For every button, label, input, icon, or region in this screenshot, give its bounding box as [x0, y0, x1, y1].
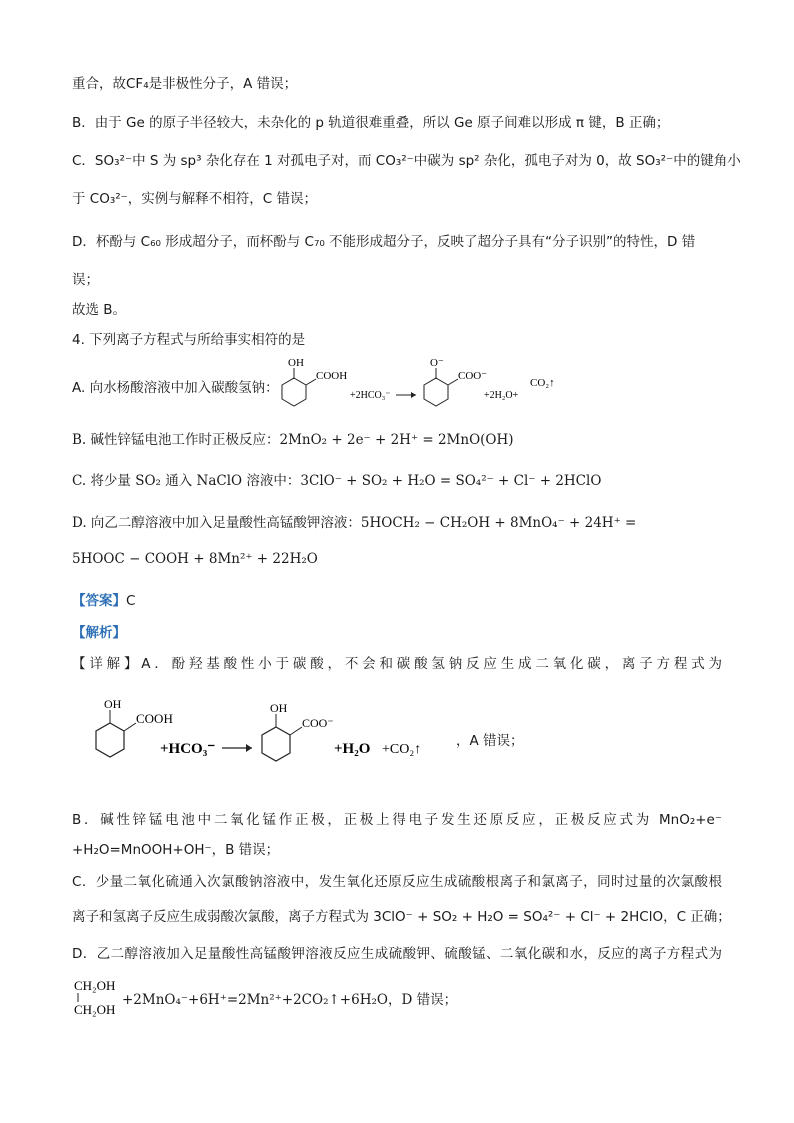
answer-tag: 【答案】 [72, 593, 126, 609]
text-line: C．SO₃²⁻中 S 为 sp³ 杂化存在 1 对孤电子对，而 CO₃²⁻中碳为 sp² 杂化，孤电子对为 0，故 SO₃²⁻中的键角小 [72, 153, 741, 169]
det-struct-co2: +CO₂↑ [382, 742, 422, 757]
detail-b-line1: B．碱性锌锰电池中二氧化锰作正极，正极上得电子发生还原反应，正极反应式为 MnO₂+e⁻ [72, 812, 722, 828]
option-d-line2: 5HOOC − COOH + 8Mn²⁺ + 22H₂O [72, 551, 318, 567]
question-4: 4. 下列离子方程式与所给事实相符的是 [72, 332, 306, 348]
option-a-structure [262, 352, 572, 412]
struct-oh: OH [288, 357, 304, 369]
option-d-line1: D. 向乙二醇溶液中加入足量酸性高锰酸钾溶液：5HOCH₂ − CH₂OH + 8MnO₄⁻ + 24H⁺ = [72, 515, 637, 531]
text-line: 重合，故CF₄是非极性分子，A 错误； [72, 76, 298, 92]
text-line: 于 CO₃²⁻，实例与解释不相符，C 错误； [72, 191, 318, 207]
detail-d-line2: +2MnO₄⁻+6H⁺=2Mn²⁺+2CO₂↑+6H₂O，D 错误； [122, 992, 458, 1008]
answer-line [72, 589, 135, 609]
struct-cooh: COOH [316, 370, 348, 382]
option-a: A. 向水杨酸溶液中加入碳酸氢钠： [72, 380, 279, 396]
text-line: B．由于 Ge 的原子半径较大，未杂化的 p 轨道很难重叠，所以 Ge 原子间难以形成 π 键，B 正确； [72, 115, 670, 131]
answer-value: C [126, 593, 136, 609]
text-line: D．杯酚与 C₆₀ 形成超分子，而杯酚与 C₇₀ 不能形成超分子，反映了超分子具有“分子识别”的特性，D 错 [72, 234, 696, 250]
det-struct-h2o: +H₂O [334, 741, 371, 757]
detail-c-line1: C．少量二氧化硫通入次氯酸钠溶液中，发生氧化还原反应生成硫酸根离子和氯离子，同时过量的次氯酸根 [72, 874, 722, 890]
det-struct-oh: OH [104, 697, 122, 711]
detail-a-end: ，A 错误； [456, 733, 524, 749]
det-struct-plus-hco3: +HCO₃⁻ [160, 741, 216, 757]
struct-coo-minus: COO⁻ [458, 370, 488, 382]
detail-a-structure [72, 693, 452, 771]
analysis-tag: 【解析】 [72, 625, 126, 641]
struct-o-minus: O⁻ [430, 357, 444, 369]
detail-tag: 【详解】 [72, 656, 142, 672]
detail-a-text: A．酚羟基酸性小于碳酸，不会和碳酸氢钠反应生成二氧化碳，离子方程式为 [141, 656, 723, 672]
struct-plus-h2o: +2H₂O+ [484, 390, 519, 401]
detail-d-line1: D．乙二醇溶液加入足量酸性高锰酸钾溶液反应生成硫酸钾、硫酸锰、二氧化碳和水，反应的离子方程式为 [72, 946, 722, 962]
struct-plus-hco3: +2HCO₃⁻ [350, 390, 391, 401]
ch2oh-bottom: CH₂OH [74, 1002, 116, 1017]
detail-a [72, 652, 722, 672]
option-c: C. 将少量 SO₂ 通入 NaClO 溶液中：3ClO⁻ + SO₂ + H₂O = SO₄²⁻ + Cl⁻ + 2HClO [72, 473, 602, 489]
ch2oh-top: CH₂OH [74, 978, 116, 993]
text-line: 误； [72, 272, 99, 288]
struct-co2: CO₂↑ [530, 377, 555, 389]
det-struct-cooh: COOH [136, 711, 173, 726]
det-struct-coo-minus: COO⁻ [302, 716, 334, 730]
detail-b-line2: +H₂O=MnOOH+OH⁻，B 错误； [72, 842, 280, 858]
option-b: B. 碱性锌锰电池工作时正极反应：2MnO₂ + 2e⁻ + 2H⁺ = 2MnO(OH) [72, 432, 514, 448]
analysis-line [72, 621, 126, 641]
det-struct-oh2: OH [270, 701, 288, 715]
detail-c-line2: 离子和氢离子反应生成弱酸次氯酸，离子方程式为 3ClO⁻ + SO₂ + H₂O = SO₄²⁻ + Cl⁻ + 2HClO，C 正确； [72, 909, 731, 925]
text-line: 故选 B。 [72, 302, 127, 318]
